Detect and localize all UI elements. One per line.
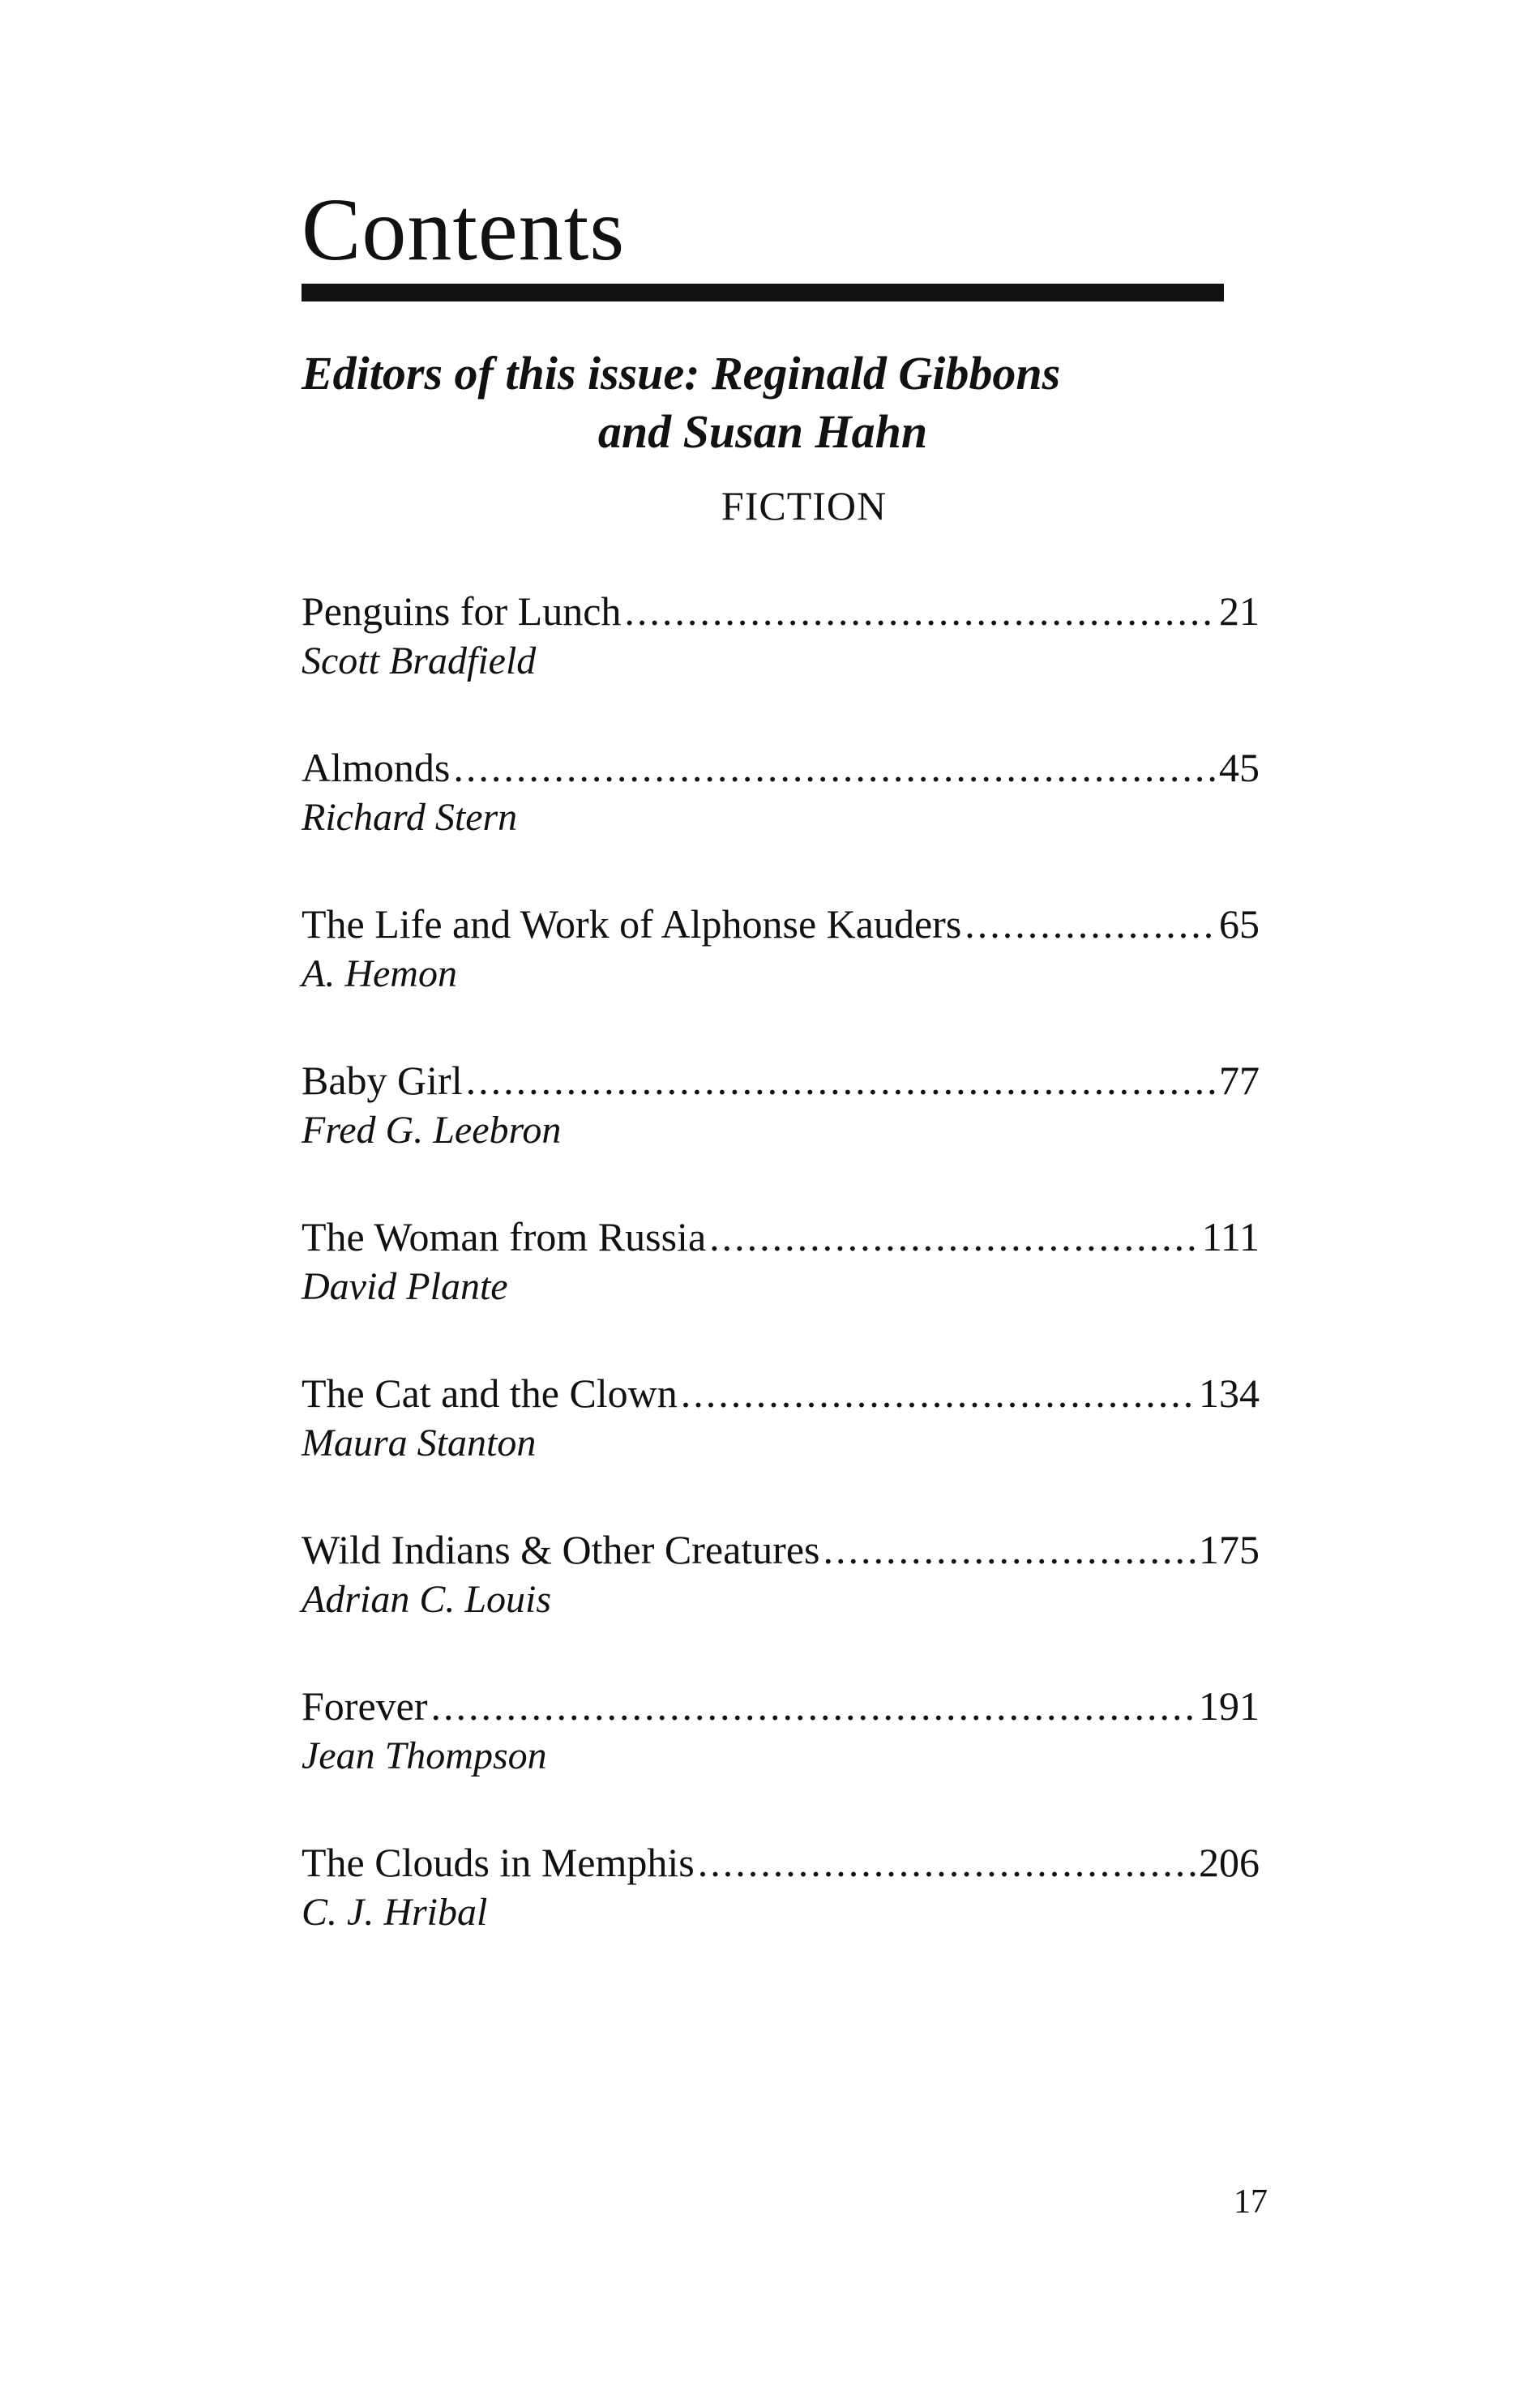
- dot-leader: [709, 1211, 1199, 1263]
- toc-entry: [302, 1680, 1260, 1836]
- entry-page-number: 175: [1199, 1527, 1260, 1572]
- entry-title: Baby Girl: [302, 1058, 463, 1103]
- toc-entry: [302, 1211, 1260, 1367]
- entry-title: The Cat and the Clown: [302, 1370, 678, 1416]
- toc-entry: [302, 1367, 1260, 1524]
- toc-entry-line: [302, 742, 1260, 793]
- title-rule: [302, 284, 1224, 301]
- entry-page-number: 111: [1201, 1214, 1260, 1259]
- toc-entry-line: [302, 585, 1260, 637]
- dot-leader: [965, 898, 1216, 950]
- editors-line-2: and Susan Hahn: [597, 405, 928, 458]
- editors-credit: [302, 344, 1224, 461]
- page-title: Contents: [302, 180, 626, 279]
- dot-leader: [823, 1524, 1196, 1576]
- toc-entry: [302, 585, 1260, 742]
- toc-entry-line: [302, 1836, 1260, 1888]
- toc-entry-line: [302, 1211, 1260, 1263]
- entry-page-number: 77: [1219, 1058, 1260, 1103]
- toc-entry: [302, 742, 1260, 898]
- dot-leader: [466, 1054, 1216, 1106]
- table-of-contents: [302, 585, 1260, 1993]
- toc-entry-line: [302, 1367, 1260, 1419]
- entry-author: Maura Stanton: [302, 1422, 537, 1464]
- entry-author: Richard Stern: [302, 796, 518, 839]
- entry-page-number: 65: [1219, 901, 1260, 947]
- entry-title: Forever: [302, 1683, 428, 1729]
- entry-author: Adrian C. Louis: [302, 1578, 552, 1621]
- entry-author: Jean Thompson: [302, 1734, 547, 1777]
- page-number: 17: [1234, 2183, 1268, 2221]
- toc-entry: [302, 1524, 1260, 1680]
- entry-page-number: 45: [1219, 745, 1260, 790]
- entry-page-number: 134: [1199, 1370, 1260, 1416]
- entry-page-number: 21: [1219, 588, 1260, 634]
- entry-page-number: 191: [1199, 1683, 1260, 1729]
- section-heading: FICTION: [721, 483, 888, 528]
- editors-line-1: Editors of this issue: Reginald Gibbons: [302, 347, 1061, 400]
- toc-entry-line: [302, 1524, 1260, 1576]
- toc-entry: [302, 898, 1260, 1054]
- dot-leader: [453, 742, 1216, 793]
- entry-page-number: 206: [1199, 1840, 1260, 1885]
- entry-title: The Clouds in Memphis: [302, 1840, 695, 1885]
- toc-entry-line: [302, 898, 1260, 950]
- entry-author: C. J. Hribal: [302, 1891, 488, 1934]
- entry-title: The Life and Work of Alphonse Kauders: [302, 901, 962, 947]
- dot-leader: [698, 1836, 1196, 1888]
- toc-entry-line: [302, 1054, 1260, 1106]
- dot-leader: [681, 1367, 1196, 1419]
- entry-title: Penguins for Lunch: [302, 588, 622, 634]
- toc-entry: [302, 1054, 1260, 1211]
- entry-title: Almonds: [302, 745, 451, 790]
- entry-author: Scott Bradfield: [302, 639, 537, 682]
- entry-title: The Woman from Russia: [302, 1214, 707, 1259]
- toc-entry: [302, 1836, 1260, 1993]
- toc-entry-line: [302, 1680, 1260, 1732]
- entry-title: Wild Indians & Other Creatures: [302, 1527, 820, 1572]
- dot-leader: [624, 585, 1216, 637]
- entry-author: A. Hemon: [302, 952, 457, 995]
- dot-leader: [431, 1680, 1196, 1732]
- entry-author: Fred G. Leebron: [302, 1109, 562, 1152]
- entry-author: David Plante: [302, 1265, 508, 1308]
